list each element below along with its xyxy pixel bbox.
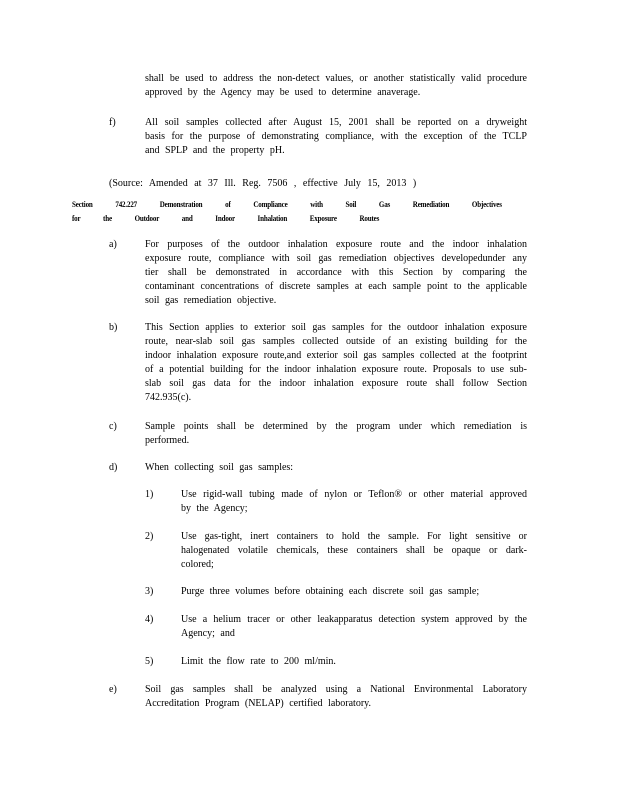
source-note: (Source: Amended at 37 Ill. Reg. 7506 , effective July 15, 2013 ) (109, 178, 417, 189)
subitem-1-text: Use rigid-wall tubing made of nylon or Teflon® or other material approved by the Agency; (181, 489, 527, 514)
item-d-label: d) (109, 462, 118, 473)
item-c-text: Sample points shall be determined by the program under which remediation is performed. (145, 421, 527, 446)
section-heading: Section 742.227 Demonstration of Compliance with Soil Gas Remediation Objectives for the Outdoor and Indoor Inhalation Exposure Routes (72, 200, 502, 223)
item-c-label: c) (109, 421, 117, 432)
item-f-label: f) (109, 117, 116, 128)
item-f-text: All soil samples collected after August 15, 2001 shall be reported on a dryweight basis for the purpose of demonstrating compliance, with the exception of the TCLP and SPLP and the property pH. (145, 117, 527, 156)
item-a-label: a) (109, 239, 117, 250)
item-b-label: b) (109, 322, 118, 333)
continuation-paragraph: shall be used to address the non-detect values, or another statistically valid procedure approved by the Agency may be used to determine anaverage. (145, 73, 527, 98)
subitem-2-label: 2) (145, 531, 154, 542)
item-d-text: When collecting soil gas samples: (145, 462, 294, 473)
subitem-5-label: 5) (145, 656, 154, 667)
item-e-label: e) (109, 684, 117, 695)
subitem-2-text: Use gas-tight, inert containers to hold the sample. For light sensitive or halogenated volatile chemicals, these containers shall be opaque or dark-colored; (181, 531, 527, 570)
item-b-text: This Section applies to exterior soil gas samples for the outdoor inhalation exposure route, near-slab soil gas samples collected outside of an existing building for the indoor inhalation exposure route,and exterior soil gas samples collected at the footprint of a potential building for the indoor inhalation exposure route. Proposals to use sub-slab soil gas data for the indoor inhalation exposure route shall follow Section 742.935(c). (145, 322, 527, 403)
item-e-text: Soil gas samples shall be analyzed using a National Environmental Laboratory Accreditation Program (NELAP) certified laboratory. (145, 684, 527, 709)
subitem-3-text: Purge three volumes before obtaining each discrete soil gas sample; (181, 586, 480, 597)
subitem-4-text: Use a helium tracer or other leakapparatus detection system approved by the Agency; and (181, 614, 527, 639)
item-a-text: For purposes of the outdoor inhalation exposure route and the indoor inhalation exposure route, compliance with soil gas remediation objectives developedunder any tier shall be demonstrated in accordance with this Section by comparing the contaminant concentrations of discrete samples at each sample point to the applicable soil gas remediation objective. (145, 239, 527, 306)
subitem-5-text: Limit the flow rate to 200 ml/min. (181, 656, 336, 667)
subitem-1-label: 1) (145, 489, 154, 500)
subitem-3-label: 3) (145, 586, 154, 597)
subitem-4-label: 4) (145, 614, 154, 625)
